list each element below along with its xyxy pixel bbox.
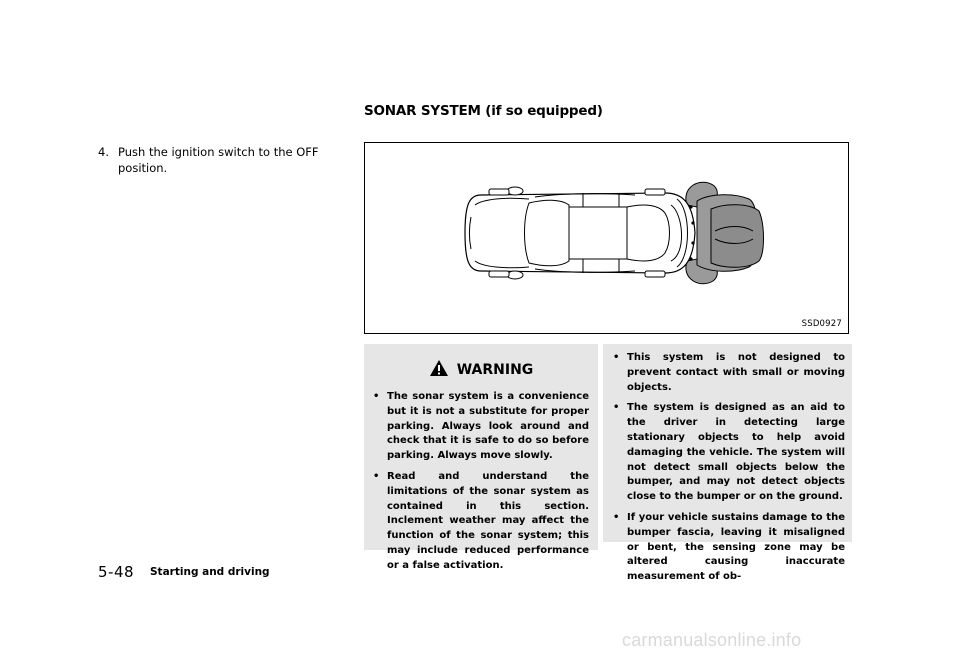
page-number: 5-48 bbox=[98, 563, 135, 581]
step-number: 4. bbox=[98, 145, 109, 159]
section-title: SONAR SYSTEM (if so equipped) bbox=[364, 103, 603, 119]
watermark: carmanualsonline.info bbox=[622, 630, 802, 650]
bullet-dot: • bbox=[613, 402, 620, 414]
bullet-dot: • bbox=[613, 511, 620, 523]
list-item: • Read and understand the limitations of the sonar system as contained in this section. Inclement weather may affect the function of the sonar system; this may include reduced performance or a false activation. bbox=[373, 470, 589, 571]
warning-triangle-icon bbox=[429, 359, 449, 377]
figure-code: SSD0927 bbox=[801, 319, 842, 329]
sonar-zones bbox=[686, 182, 764, 284]
bullet-dot: • bbox=[373, 470, 380, 482]
list-item: • If your vehicle sustains damage to the bumper fascia, leaving it misaligned or bent, the sensing zone may be altered causing inaccurate measurement of ob- bbox=[613, 511, 845, 583]
step-text-line1: Push the ignition switch to the OFF bbox=[118, 145, 319, 159]
footer-section-title: Starting and driving bbox=[150, 566, 270, 578]
warning-header bbox=[364, 359, 598, 378]
list-item: • The system is designed as an aid to the driver in detecting large stationary objects to help avoid damaging the vehicle. The system will not detect small objects below the bumper, and may not detect objects close to the bumper or on the ground. bbox=[613, 402, 845, 503]
instruction-step bbox=[98, 144, 350, 176]
warning-title: WARNING bbox=[456, 362, 534, 378]
sonar-zone-center-right bbox=[711, 205, 764, 268]
sonar-figure bbox=[364, 142, 849, 334]
step-text-line2: position. bbox=[118, 161, 168, 175]
warning-list bbox=[373, 390, 589, 580]
notes-list bbox=[613, 351, 845, 591]
list-item: • This system is not designed to prevent contact with small or moving objects. bbox=[613, 352, 845, 393]
bullet-dot: • bbox=[373, 391, 380, 402]
list-item: • The sonar system is a convenience but it is not a substitute for proper parking. Always look around and check that it is safe to do so before parking. Always move slowly. bbox=[373, 391, 589, 462]
car-outline bbox=[465, 193, 695, 273]
car-sonar-illustration bbox=[365, 143, 848, 333]
bullet-dot: • bbox=[613, 352, 620, 363]
